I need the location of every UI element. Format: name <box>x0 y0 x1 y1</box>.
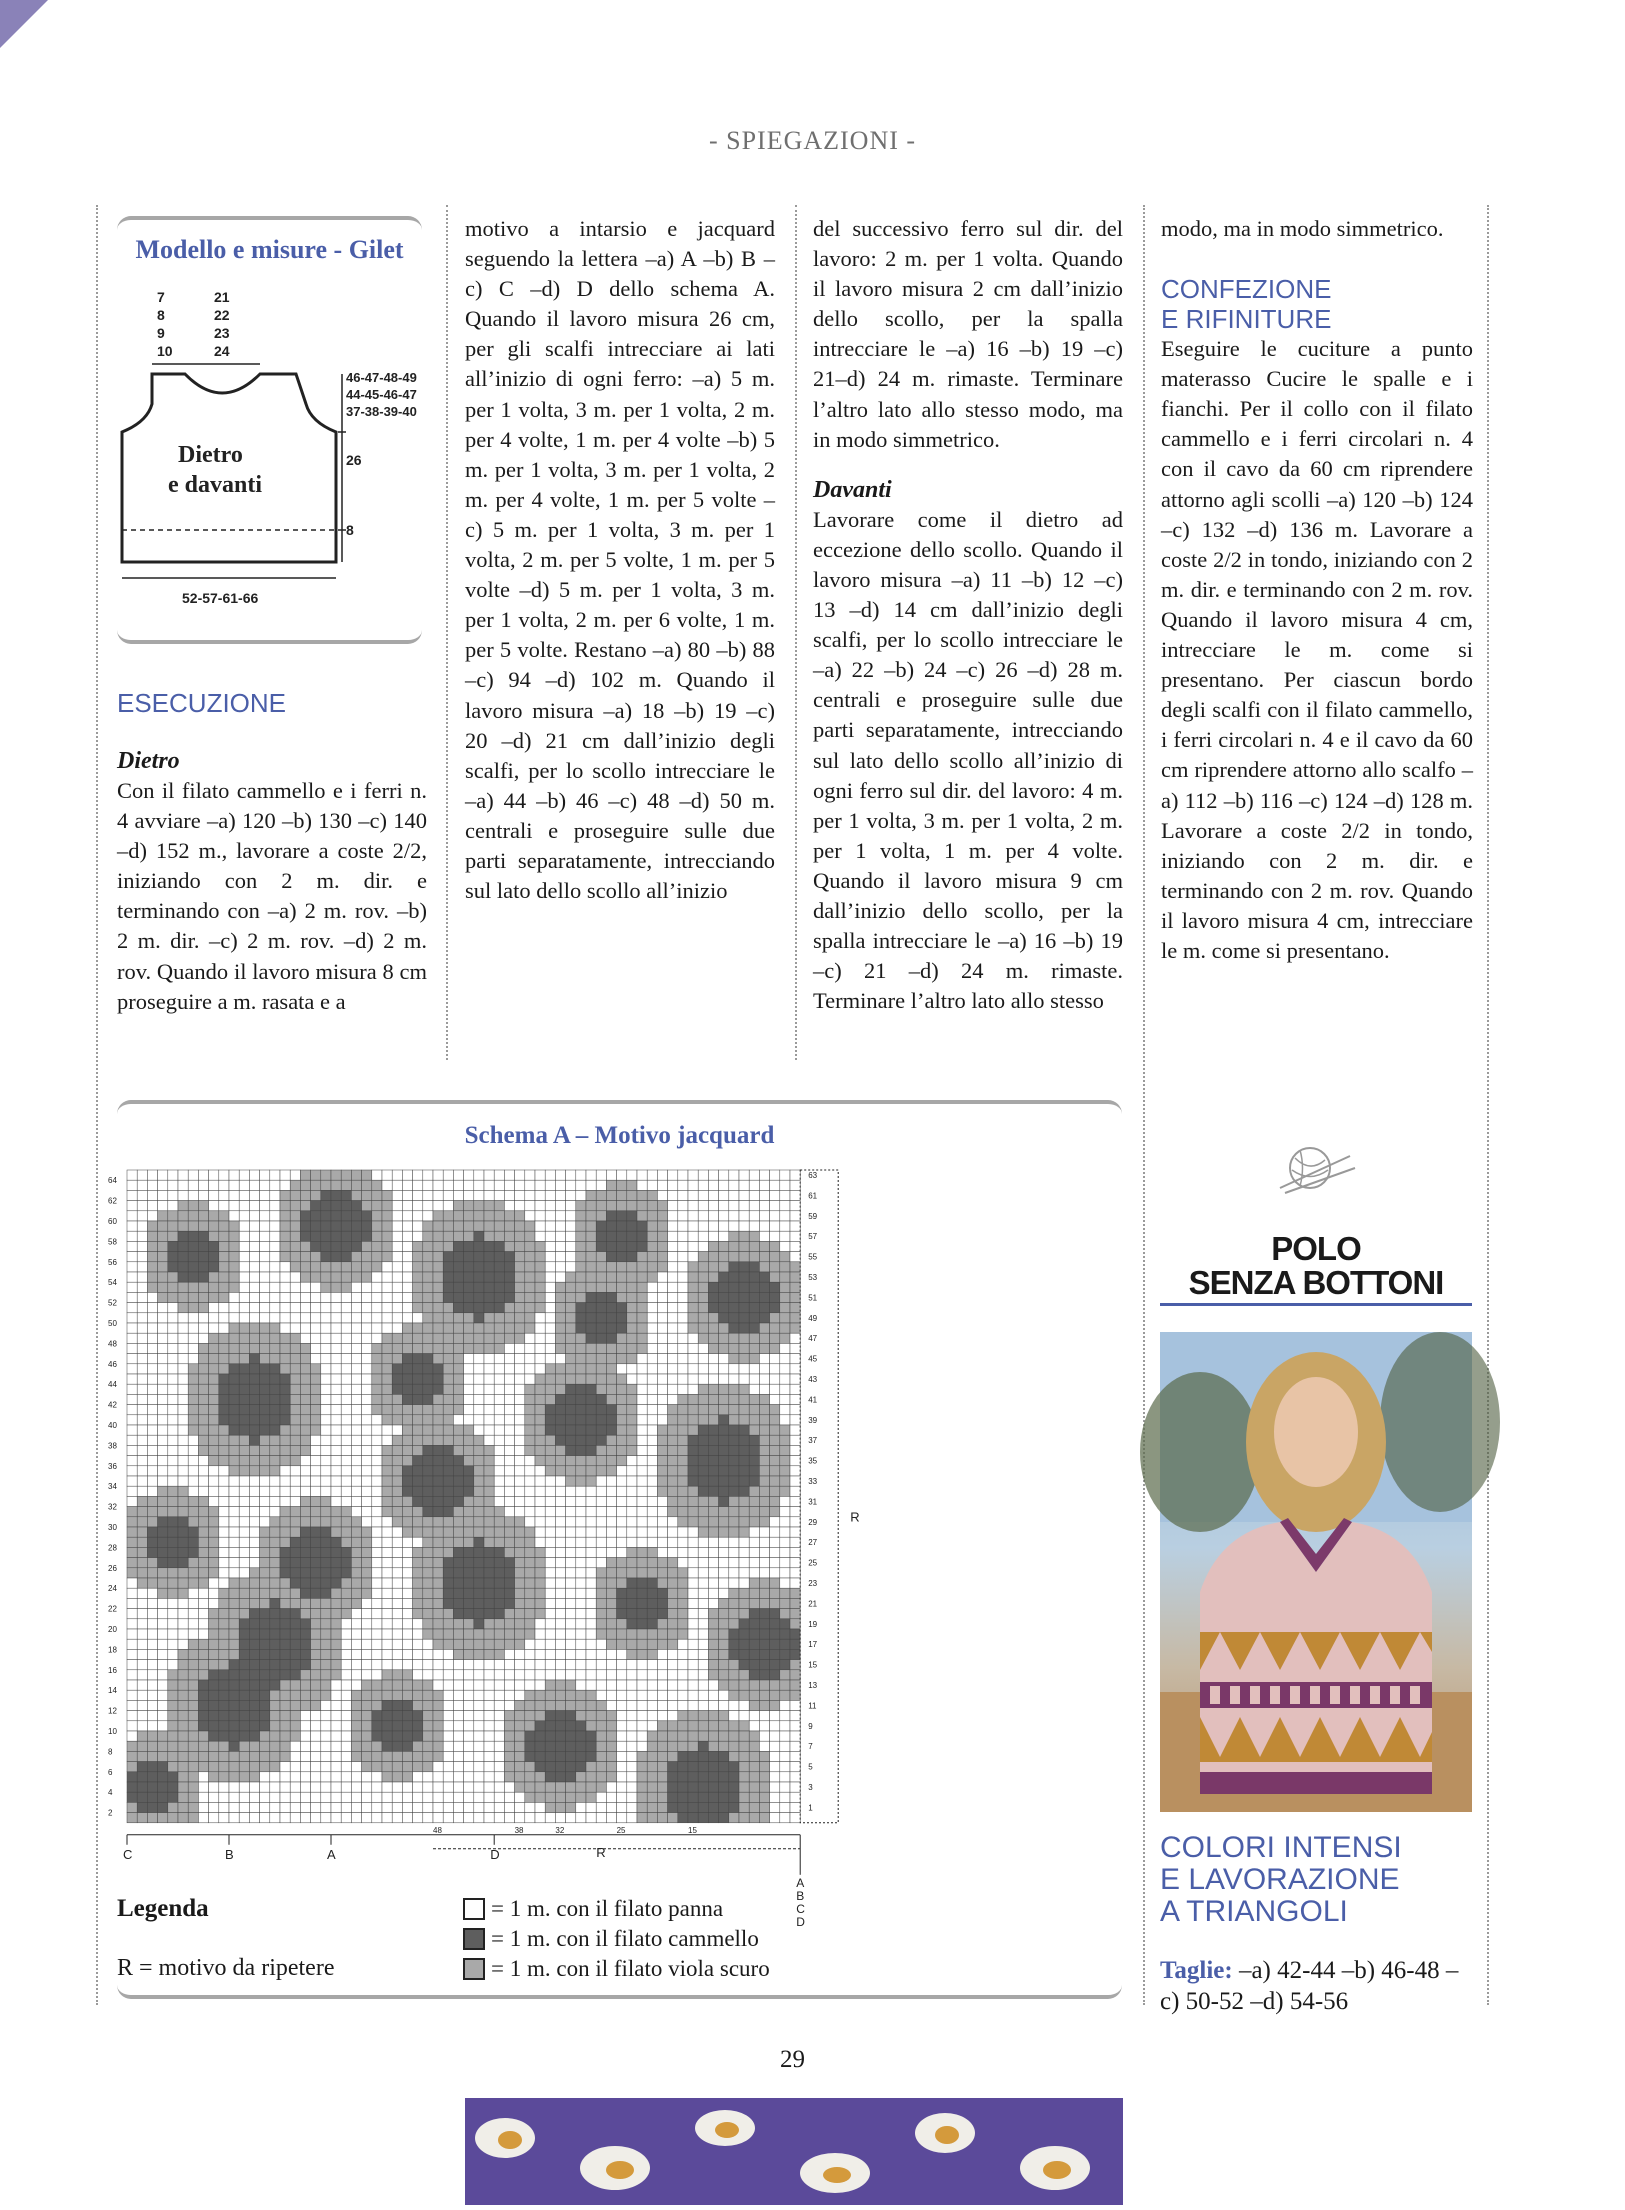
row-label: 43 <box>808 1375 818 1384</box>
row-label: 32 <box>108 1502 117 1512</box>
column-2 <box>465 214 775 906</box>
row-label: 57 <box>808 1232 818 1242</box>
swatch-viola <box>463 1958 485 1980</box>
schema-title: Schema A – Motivo jacquard <box>464 1122 775 1149</box>
row-label: 18 <box>108 1645 117 1655</box>
row-label: 14 <box>108 1686 117 1696</box>
neck-size: 22 <box>214 307 230 323</box>
neck-size: 24 <box>214 343 230 359</box>
size-letter: A <box>327 1846 336 1862</box>
schema-brace-bottom <box>117 1985 1122 1999</box>
polo-title-line: SENZA BOTTONI <box>1188 1264 1444 1301</box>
subtitle-line: E LAVORAZIONE <box>1160 1863 1400 1896</box>
column-rule <box>1143 205 1145 2005</box>
sizes-values: –a) 42-44 –b) 46-48 –c) 50-52 –d) 54-56 <box>1160 1957 1459 2015</box>
row-label: 4 <box>108 1788 113 1798</box>
repeat-note: R = motivo da ripetere <box>117 1955 335 1981</box>
row-label: 44 <box>108 1380 117 1390</box>
row-label: 33 <box>808 1477 818 1486</box>
repeat-mark: 25 <box>616 1825 626 1835</box>
row-label: 35 <box>808 1456 818 1466</box>
legend-item <box>463 1924 770 1954</box>
row-label: 1 <box>808 1803 813 1813</box>
paragraph: motivo a intarsio e jacquard seguendo la lettera –a) A –b) B –c) C –d) D dello schema A. Quando il lavoro misura 26 cm, per gli scalfi intrecciare ai lati all’inizio di ogni ferro: –a) 5 m. per 1 volta, 3 m. per 1 volta, 2 m. per 4 volte, 1 m. per 4 volte –b) 5 m. per 1 volta, 3 m. per 1 volta, 2 m. per 4 volte, 1 m. per 5 volte –c) 5 m. per 1 volta, 3 m. per 1 volta, 2 m. per 5 volte, 1 m. per 5 volte –d) 5 m. per 1 volta, 3 m. per 1 volta, 2 m. per 6 volte, 1 m. per 5 volte. Restano –a) 80 –b) 88 –c) 94 –d) 102 m. Quando il lavoro misura –a) 18 –b) 19 –c) 20 –d) 21 cm dall’inizio degli scalfi, per lo scollo intrecciare le –a) 44 –b) 46 –c) 48 –d) 50 m. centrali e proseguire sulle due parti separatamente, intrecciando sul lato dello scollo all’inizio <box>465 216 775 904</box>
repeat-mark: 15 <box>688 1825 697 1835</box>
yarn-ball-icon <box>1270 1138 1360 1198</box>
row-label: 50 <box>108 1319 117 1328</box>
row-label: 15 <box>808 1660 818 1670</box>
width-size: 52-57-61-66 <box>182 590 259 606</box>
section-heading: CONFEZIONE <box>1161 274 1332 305</box>
row-label: 34 <box>108 1482 117 1492</box>
row-label: 11 <box>808 1701 817 1711</box>
row-label: 19 <box>808 1619 818 1629</box>
row-label: 3 <box>808 1783 813 1792</box>
row-label: 48 <box>108 1339 117 1349</box>
row-label: 17 <box>808 1640 818 1650</box>
shoulder-size: 9 <box>157 325 165 341</box>
piece-label: Dietro <box>178 442 243 468</box>
repeat-label: R <box>850 1509 860 1525</box>
repeat-mark: 38 <box>514 1825 524 1835</box>
row-label: 63 <box>808 1171 818 1180</box>
legend-item <box>463 1894 770 1924</box>
row-label: 5 <box>808 1762 813 1772</box>
page-number: 29 <box>780 2046 805 2073</box>
row-label: 20 <box>108 1625 117 1634</box>
row-label: 30 <box>108 1523 117 1532</box>
row-label: 45 <box>808 1354 818 1364</box>
row-label: 8 <box>108 1747 113 1757</box>
legend-text: = 1 m. con il filato viola scuro <box>491 1956 770 1981</box>
model-illustration <box>1160 1332 1472 1812</box>
row-label: 13 <box>808 1681 818 1690</box>
row-label: 62 <box>108 1196 117 1206</box>
row-label: 59 <box>808 1211 818 1221</box>
rib-height: 8 <box>346 522 354 538</box>
row-label: 21 <box>808 1599 818 1609</box>
column-1 <box>117 688 427 1017</box>
section-heading: ESECUZIONE <box>117 688 287 718</box>
size-letter: D <box>796 1914 805 1929</box>
polo-title <box>1160 1232 1472 1300</box>
shoulder-size: 10 <box>157 343 173 359</box>
swatch-panna <box>463 1898 485 1920</box>
page-header: - SPIEGAZIONI - <box>708 126 917 155</box>
row-label: 26 <box>108 1563 117 1573</box>
sizes-text <box>1160 1955 1472 2017</box>
paragraph: del successivo ferro sul dir. del lavoro: 2 m. per 1 volta. Quando il lavoro misura 2 cm dall’inizio dello scollo, per la spalla intrecciare le –a) 16 –b) 19 –c) 21–d) 24 m. rimaste. Terminare l’altro lato allo stesso modo, ma in modo simmetrico. <box>813 216 1123 452</box>
row-label: 41 <box>808 1395 818 1405</box>
column-rule <box>795 205 797 1060</box>
row-label: 55 <box>808 1252 818 1262</box>
shoulder-size: 7 <box>157 289 165 305</box>
row-label: 53 <box>808 1273 818 1282</box>
subheading: Dietro <box>117 748 180 774</box>
row-label: 64 <box>108 1176 117 1186</box>
subtitle-line: COLORI INTENSI <box>1160 1831 1402 1864</box>
row-label: 58 <box>108 1237 117 1247</box>
row-label: 23 <box>808 1579 818 1588</box>
row-label: 49 <box>808 1313 818 1323</box>
column-3 <box>813 214 1123 1016</box>
grid-cells <box>127 1170 800 1823</box>
body-height: 26 <box>346 452 362 468</box>
row-label: 47 <box>808 1334 818 1344</box>
schema-brace-top <box>117 1100 1122 1114</box>
diagram-brace-bottom <box>117 630 422 644</box>
row-label: 22 <box>108 1604 117 1614</box>
size-letter: C <box>796 1901 805 1916</box>
legend-list <box>463 1894 770 1984</box>
polo-subtitle <box>1160 1832 1472 1928</box>
section-heading: E RIFINITURE <box>1161 304 1332 335</box>
neck-size: 23 <box>214 325 230 341</box>
row-label: 37 <box>808 1436 818 1446</box>
polo-title-line: POLO <box>1271 1230 1361 1267</box>
armhole-size: 46-47-48-49 <box>346 370 417 385</box>
paragraph: modo, ma in modo simmetrico. <box>1161 216 1444 241</box>
diagram-brace-top <box>117 216 422 230</box>
row-label: 2 <box>108 1808 113 1818</box>
row-label: 7 <box>808 1742 813 1752</box>
repeat-mark: 32 <box>555 1825 565 1835</box>
subtitle-line: A TRIANGOLI <box>1160 1895 1348 1928</box>
legend-title: Legenda <box>117 1895 209 1922</box>
legend-text: = 1 m. con il filato cammello <box>491 1926 759 1951</box>
shoulder-size: 8 <box>157 307 165 323</box>
polo-photo <box>1160 1332 1472 1812</box>
paragraph: Lavorare come il dietro ad eccezione dello scollo. Quando il lavoro misura –a) 11 –b) 12 –c) 13 –d) 14 cm dall’inizio degli scalfi, per lo scollo intrecciare le –a) 22 –b) 24 –c) 26 –d) 28 m. centrali e proseguire sulle due parti separatamente, intrecciando sul lato dello scollo all’inizio di ogni ferro sul dir. del lavoro: 4 m. per 1 volta, 3 m. per 1 volta, 2 m. per 1 volta, 1 m. per 4 volte. Quando il lavoro misura 9 cm dall’inizio dello scollo, per la spalla intrecciare le –a) 16 –b) 19 –c) 21 –d) 24 m. rimaste. Terminare l’altro lato allo stesso <box>813 506 1123 1014</box>
legend-item <box>463 1954 770 1984</box>
piece-label: e davanti <box>168 472 263 498</box>
row-label: 39 <box>808 1415 818 1425</box>
column-rule <box>96 205 98 2005</box>
size-letter: B <box>225 1846 234 1862</box>
row-label: 16 <box>108 1665 117 1675</box>
row-label: 36 <box>108 1461 117 1471</box>
row-label: 52 <box>108 1298 117 1308</box>
row-label: 28 <box>108 1543 117 1553</box>
row-label: 9 <box>808 1721 813 1731</box>
row-label: 61 <box>808 1191 818 1201</box>
neck-size: 21 <box>214 289 230 305</box>
size-letter: D <box>490 1846 500 1862</box>
row-label: 25 <box>808 1558 818 1568</box>
row-label: 38 <box>108 1441 117 1451</box>
size-letter: B <box>796 1888 805 1903</box>
legend-text: = 1 m. con il filato panna <box>491 1896 724 1921</box>
row-label: 56 <box>108 1257 117 1267</box>
column-rule <box>446 205 448 1060</box>
column-rule <box>1487 205 1489 2005</box>
armhole-size: 44-45-46-47 <box>346 387 417 402</box>
subheading: Davanti <box>813 476 892 503</box>
knit-sample-photo <box>465 2098 1123 2205</box>
repeat-mark: 48 <box>433 1825 442 1835</box>
row-label: 29 <box>808 1517 818 1527</box>
row-label: 42 <box>108 1400 117 1410</box>
size-letter: A <box>796 1875 805 1890</box>
swatch-cammello <box>463 1928 485 1950</box>
row-label: 27 <box>808 1538 818 1548</box>
size-letter: C <box>123 1846 133 1862</box>
row-label: 54 <box>108 1278 117 1288</box>
row-label: 51 <box>808 1293 818 1303</box>
row-label: 60 <box>108 1217 117 1226</box>
title-underline <box>1160 1303 1472 1306</box>
repeat-label: R <box>596 1844 606 1860</box>
row-label: 6 <box>108 1767 113 1777</box>
paragraph: Con il filato cammello e i ferri n. 4 avviare –a) 120 –b) 130 –c) 140 –d) 152 m., lavorare a coste 2/2, iniziando con 2 m. dir. e terminando con –a) 2 m. rov. –b) 2 m. dir. –c) 2 m. rov. –d) 2 m. rov. Quando il lavoro misura 8 cm proseguire a m. rasata e a <box>117 778 427 1014</box>
row-label: 10 <box>108 1727 117 1736</box>
row-label: 40 <box>108 1421 117 1430</box>
row-label: 31 <box>808 1497 818 1507</box>
row-label: 46 <box>108 1359 117 1369</box>
column-4 <box>1161 214 1473 966</box>
row-label: 24 <box>108 1584 117 1594</box>
diagram-title: Modello e misure - Gilet <box>135 235 404 264</box>
row-label: 12 <box>108 1706 117 1716</box>
knit-pattern-illustration <box>465 2098 1123 2205</box>
armhole-size: 37-38-39-40 <box>346 404 417 419</box>
sizes-label: Taglie: <box>1160 1957 1233 1984</box>
paragraph: Eseguire le cuciture a punto materasso Cucire le spalle e i fianchi. Per il collo con il filato cammello e i ferri circolari n. 4 con il cavo da 60 cm riprendere attorno agli scolli –a) 120 –b) 124 –c) 132 –d) 136 m. Lavorare a coste 2/2 in tondo, iniziando con 2 m. dir. e terminando con 2 m. rov. Quando il lavoro misura 4 cm, intrecciare le m. come si presentano. Per ciascun bordo degli scalfi con il filato cammello, i ferri circolari n. 4 e il cavo da 60 cm riprendere attorno allo scalfo –a) 112 –b) 116 –c) 124 –d) 128 m. Lavorare a coste 2/2 in tondo, iniziando con 2 m. dir. e terminando con 2 m. rov. Quando il lavoro misura 4 cm, intrecciare le m. come si presentano. <box>1161 336 1473 963</box>
gilet-schematic <box>110 282 430 622</box>
repeat-box <box>800 1170 838 1823</box>
corner-decoration <box>0 0 48 48</box>
